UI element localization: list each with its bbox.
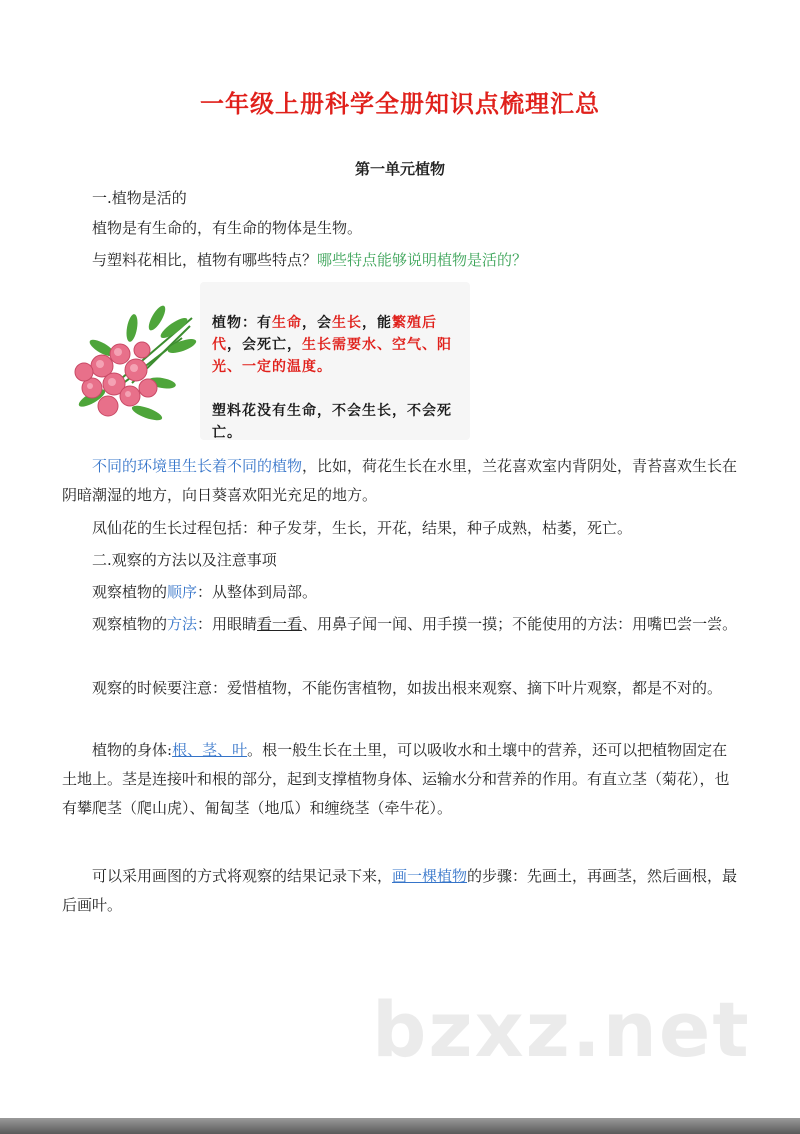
paragraph-8 [62,736,742,823]
paragraph-7-text: 观察的时候要注意：爱惜植物，不能伤害植物，如拔出根来观察、摘下叶片观察，都是不对的。 [92,679,723,697]
paragraph-9-text-c: 的步骤：先画土，再画茎，然后画根，最后画叶。 [62,867,738,914]
page-title: 一年级上册科学全册知识点梳理汇总 [200,90,600,118]
paragraph-2-text: 与塑料花相比，植物有哪些特点？ [92,251,318,269]
plant-text-7: ，会死亡， [227,337,302,353]
paragraph-6-text-e: 、用鼻子闻一闻、用手摸一摸；不能使用的方法：用嘴巴尝一尝。 [302,615,738,633]
paragraph-6-text-c: ：用眼睛 [197,615,258,633]
plant-text-1: 植物：有 [212,315,272,331]
paragraph-8-text-a: 植物的身体: [92,741,173,759]
paragraph-6 [62,610,742,639]
section-heading-1-text: 一.植物是活的 [92,189,187,207]
plant-text-5: ，能 [362,315,392,331]
paragraph-4-text: 凤仙花的生长过程包括：种子发芽，生长，开花，结果，种子成熟，枯萎，死亡。 [92,519,633,537]
paragraph-8-highlight: 根、茎、叶 [172,741,248,759]
paragraph-6-text-a: 观察植物的 [92,615,168,633]
plant-characteristics-text [212,312,462,378]
paragraph-9-text-a: 可以采用画图的方式将观察的结果记录下来， [92,867,393,885]
plant-text-reproduce: 繁殖后代 [212,315,437,353]
paragraph-7 [62,674,742,703]
section-heading-1 [62,184,742,213]
bottom-scroll-bar[interactable] [0,1118,800,1134]
paragraph-3-highlight: 不同的环境里生长着不同的植物 [92,457,303,475]
paragraph-2-highlight: 哪些特点能够说明植物是活的？ [317,251,528,269]
paragraph-5-text-a: 观察植物的 [92,583,168,601]
plant-text-3: ，会 [302,315,332,331]
rose-bouquet-image [62,288,212,436]
paragraph-5-text-c: ：从整体到局部。 [197,583,318,601]
paragraph-4 [62,514,742,543]
paragraph-3-text: ，比如，荷花生长在水里，兰花喜欢室内背阴处，青苔喜欢生长在阴暗潮湿的地方，向日葵喜欢阳光充足的地方。 [62,457,738,504]
watermark: bzxz.net [372,985,751,1074]
paragraph-3 [62,452,742,510]
unit-heading: 第一单元植物 [354,160,445,178]
plant-text-needs: 生长需要水、空气、阳光、一定的温度。 [212,337,452,375]
paragraph-6-underline: 看一看 [257,615,303,633]
plant-comparison-figure [62,282,464,440]
paragraph-9 [62,862,742,920]
plant-text-grow: 生长 [332,315,362,331]
plant-text-life: 生命 [272,315,302,331]
paragraph-2 [62,246,742,275]
paragraph-5 [62,578,742,607]
paragraph-8-text-c: 。根一般生长在土里，可以吸收水和土壤中的营养，还可以把植物固定在土地上。茎是连接叶和根的部分，起到支撑植物身体、运输水分和营养的作用。有直立茎（菊花），也有攀爬茎（爬山虎）、匍匐茎（地瓜）和缠绕茎（牵牛花）。 [62,741,730,817]
paragraph-1 [62,214,742,243]
plastic-flower-text: 塑料花没有生命，不会生长，不会死亡。 [212,403,452,441]
paragraph-9-highlight: 画一棵植物 [392,867,468,885]
section-heading-2 [62,546,742,575]
paragraph-6-highlight: 方法 [167,615,198,633]
section-heading-2-text: 二.观察的方法以及注意事项 [92,551,277,569]
paragraph-5-highlight: 顺序 [167,583,198,601]
paragraph-1-text: 植物是有生命的，有生命的物体是生物。 [92,219,363,237]
